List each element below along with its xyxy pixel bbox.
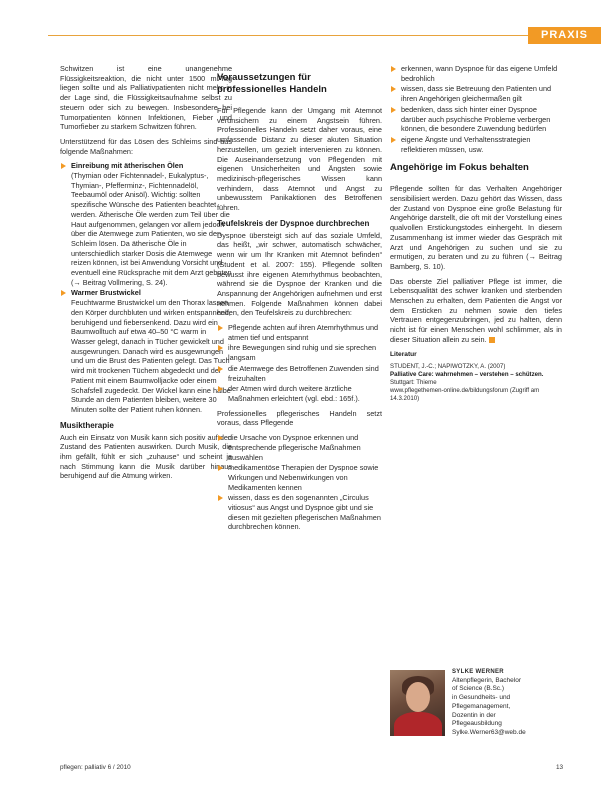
- paragraph: Professionelles pflegerisches Handeln setzt voraus, dass Pflegende: [217, 408, 382, 428]
- list-item: eigene Ängste und Verhaltensstrategien reflektieren müssen, usw.: [390, 135, 562, 154]
- author-line: of Science (B.Sc.): [452, 685, 505, 693]
- paragraph: [390, 277, 562, 345]
- list-item: die Ursache von Dyspnoe erkennen und entsprechende pflegerische Maßnahmen auswählen: [217, 433, 382, 462]
- section-heading: Teufelskreis der Dyspnoe durchbrechen: [217, 218, 370, 228]
- paragraph: Auch ein Einsatz von Musik kann sich positiv auf den Zustand des Patienten auswirken. Durch Musik, die ihm gefällt, fühlt er sich „zuhause“ und scheint je nach Stimmung kann die Musik darüber hinaus beruhigend auf die Atmung wirken.: [60, 432, 232, 481]
- paragraph-text: Das oberste Ziel palliativer Pflege ist immer, die Lebensqualität des schwer kranken und sterbenden Menschen zu erhalten, dem Patienten die Angst vor dem Ersticken zu nehmen sowie den tiefes Vertrauen entgegenzubringen, jed zu halten, denn nicht ist für einen Menschen wohl schlimmer, als in dieser Situation allein zu sein.: [390, 276, 562, 344]
- literature-web: www.pflegethemen-online.de/bildungsforum (Zugriff am 14.3.2010): [390, 387, 540, 403]
- bullet-list: [217, 433, 382, 532]
- footer-publication: pflegen: palliativ 6 / 2010: [60, 764, 131, 771]
- bullet-list: [390, 64, 562, 154]
- column-1: [60, 64, 232, 486]
- author-photo: [390, 670, 445, 736]
- section-heading: Angehörige im Fokus behalten: [390, 162, 529, 174]
- author-line: Pflegeausbildung: [452, 720, 502, 728]
- literature-entry: [390, 363, 562, 404]
- author-name: SYLKE WERNER: [452, 669, 504, 675]
- list-item-text: Feuchtwarme Brustwickel um den Thorax lassen den Körper durchbluten und wirken entspannend, beruhigend und fiebersenkend. Dazu wird ein Baumwolltuch auf etwa 40–50 °C warm in Wasser gelegt, danach in Tücher gewickelt und ausgewrungen. Danach wird es ausgewrungen und um die Brust des Patienten gelegt. Das Tuch wird mit trockenen Tüchern abgedeckt und der Patient mit einem Baumwolljacke oder einem Schafsfell zugedeckt. Der Wickel kann eine halbe Stunde an dem Patienten bleiben, weitere 30 Minuten sollte der Patient ruhen können.: [71, 298, 231, 414]
- header-rule: [48, 35, 528, 36]
- paragraph: Schwitzen ist eine unangenehme Flüssigkeitsreaktion, die nicht unter 1500 ml/Tag liegen sollte und als Palliativpatienten nicht mehr in der Lage sind, die Flüssigkeitsaufnahme selbst zu steuern oder sich zu bewegen. Insbesondere bei Tumorpatienten können Infektionen, Fieber und Tumorfieber zu starkem Schwitzen führen.: [60, 64, 232, 132]
- bullet-list: [217, 323, 382, 404]
- literature-title: Palliative Care: wahrnehmen – verstehen – schützen.: [390, 370, 544, 378]
- end-mark-icon: [489, 337, 495, 343]
- section-heading: Voraussetzungen für professionelles Handeln: [217, 72, 327, 95]
- list-item: [60, 288, 232, 414]
- list-item-text: (Thymian oder Fichtennadel-, Eukalyptus-, Thymian-, Pfefferminz-, Fichtennadelöl, Teebaumöl oder Anisöl). Wichtig: sollten spezifische Wünsche des Patienten beachtet werden. Ätherische Öle werden zum Teil über die Haut aufgenommen, gelangen vor allem jedoch über die Atemwege zum Patienten, wo sie den Schleim lösen. Da ätherische Öle in unterschiedlich starker Dosis die Atemwege reizen können, ist bei Anwendung Vorsicht und eventuell eine Rücksprache mit dem Arzt geboten (→ Beitrag Vollmering, S. 24).: [71, 171, 232, 287]
- list-item-title: Warmer Brustwickel: [71, 288, 141, 298]
- paragraph: Dyspnoe übersteigt sich auf das soziale Umfeld, das heißt, „wir schwer, automatisch schwächer, wenn wir um Ihr Kranken mit Atemnot befinden“ (Student et al. 2007: 155). Pflegende sollten bewusst ihre eigenen Atemrhythmus beobachten, während sie die Dyspnoe der Kranken und die Anspannung der Angehörigen aufnehmen und erst nehmen. Folgende Maßnahmen können dabei helfen, den Teufelskreis zu durchbrechen:: [217, 230, 382, 318]
- column-3: [390, 64, 562, 404]
- paragraph: Unterstützend für das Lösen des Schleims sind aus folgende Maßnahmen:: [60, 136, 232, 156]
- list-item: erkennen, wann Dyspnoe für das eigene Umfeld bedrohlich: [390, 64, 562, 83]
- literature-authors: STUDENT, J.-C.; NAPIWOTZKY, A. (2007): [390, 362, 506, 370]
- list-item: der Atmen wird durch weitere ärztliche Maßnahmen erleichtert (vgl. ebd.: 165f.).: [217, 384, 382, 403]
- list-item: wissen, dass es den sogenannten „Circulus vitiosus“ aus Angst und Dyspnoe gibt und sie diesen mit gezielten pflegerischen Maßnahmen durchbrechen können.: [217, 493, 382, 532]
- author-box: [390, 668, 565, 740]
- bullet-list: [60, 161, 232, 414]
- list-item-title: Einreibung mit ätherischen Ölen: [71, 161, 184, 171]
- author-line: Dozentin in der: [452, 711, 496, 719]
- literature-publisher: Stuttgart: Thieme: [390, 378, 437, 386]
- author-line: in Gesundheits- und: [452, 694, 511, 702]
- section-heading: Musiktherapie: [60, 420, 114, 430]
- page-number: 13: [556, 764, 564, 771]
- list-item: ihre Bewegungen sind ruhig und sie sprechen langsam: [217, 343, 382, 362]
- list-item: medikamentöse Therapien der Dyspnoe sowie Wirkungen und Nebenwirkungen von Medikamenten kennen: [217, 463, 382, 492]
- author-line: Altenpflegerin, Bachelor: [452, 676, 522, 684]
- literature-heading: Literatur: [390, 350, 417, 358]
- paragraph: Für Pflegende kann der Umgang mit Atemnot verunsichern zu einem Angstsein führen. Professionelles Handeln setzt daher voraus, eine umfassende Distanz zu dieser akuten Situation herzustellen, um gezielt intervenieren zu können. Die Auseinandersetzung von Pflegenden mit eigenen Unsicherheiten und Ängsten sowie medizinisch-pflegerisches Wissen kann verhindern, dass Atemnot und Angst zu unbewusstem Panikaktionen des Betroffenen führen.: [217, 106, 382, 213]
- author-email: Sylke.Werner63@web.de: [452, 728, 526, 736]
- list-item: wissen, dass sie Betreuung den Patienten und ihren Angehörigen gleichermaßen gilt: [390, 84, 562, 103]
- author-info: [452, 668, 565, 738]
- list-item: Pflegende achten auf ihren Atemrhythmus und atmen tief und entspannt: [217, 323, 382, 342]
- list-item: die Atemwege des Betroffenen Zuwenden sind freizuhalten: [217, 364, 382, 383]
- paragraph: Pflegende sollten für das Verhalten Angehöriger sensibilisiert werden. Dazu gehört das Wissen, dass der Zustand von Dyspnoe eine große Belastung für Angehörige darstellt, die oft mit der Vorstellung eines qualvollen Erstickungstodes einhergeht. In diesem Zusammenhang ist immer wieder das Gespräch mit Arzt und Angehörigen zu suchen und sie zu ermutigen, zu beraten und zu zu führen (→ Beitrag Bamberg, S. 10).: [390, 184, 562, 271]
- list-item: [60, 161, 232, 287]
- author-line: Pflegemanagement,: [452, 702, 511, 710]
- section-tag: PRAXIS: [528, 27, 601, 44]
- list-item: bedenken, dass sich hinter einer Dyspnoe darüber auch psychische Probleme verbergen können, die besondere Zuwendung bedürfen: [390, 105, 562, 134]
- column-2: [217, 64, 382, 537]
